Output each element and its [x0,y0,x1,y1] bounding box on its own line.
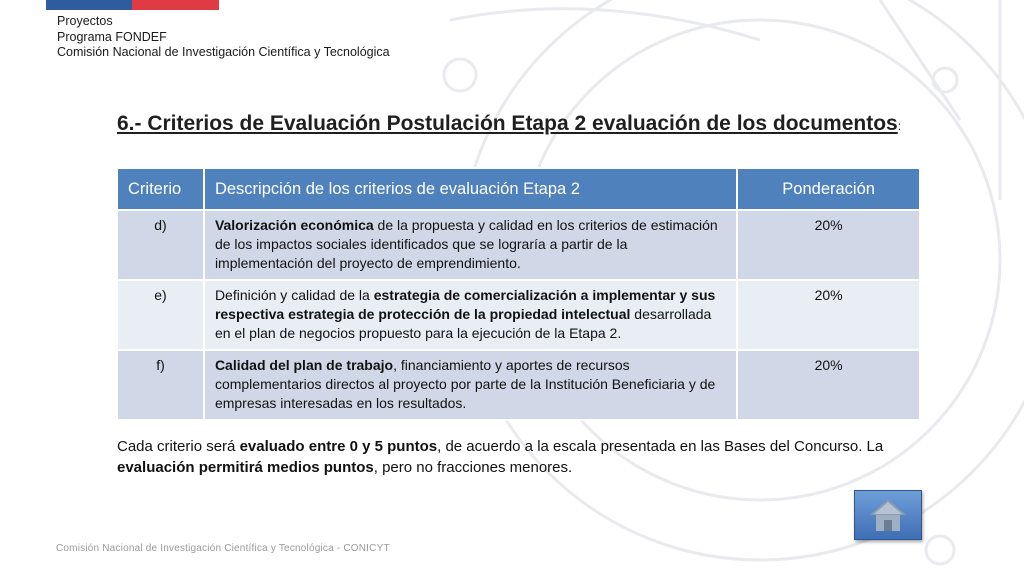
desc-text: desarrollada en el plan de negocios propuesto para la ejecución de la Etapa 2. [214,306,712,341]
page-title [117,112,917,136]
note-text: , pero no fracciones menores. [373,459,573,476]
table-row [117,210,920,280]
flag-red-segment [132,0,219,10]
header-criterio: Criterio [117,168,204,210]
desc-bold: Valorización económica [214,217,374,233]
flag-blue-segment [46,0,132,10]
table-row [117,350,920,420]
footer-text: Comisión Nacional de Investigación Científica y Tecnológica - CONICYT [56,543,390,554]
desc-text: Definición y calidad de la [214,287,374,303]
cell-ponderacion: 20% [737,280,920,350]
evaluation-note [117,436,907,478]
note-text: Cada criterio será [117,438,240,455]
criteria-table [116,167,921,421]
cell-ponderacion: 20% [737,350,920,420]
home-icon [868,496,908,534]
desc-text: de la propuesta y calidad en los criterios de estimación de los impactos sociales identificados que se lograría a partir de la implementación del proyecto de emprendimiento. [214,217,718,271]
home-button[interactable] [854,490,922,540]
note-text: , de acuerdo a la escala presentada en las Bases del Concurso. La [437,438,884,455]
cell-descripcion [204,280,737,350]
note-bold: evaluado entre 0 y 5 puntos [239,438,438,455]
header-line-program: Programa FONDEF [57,29,167,44]
desc-bold: Calidad del plan de trabajo [214,357,394,373]
header-descripcion: Descripción de los criterios de evaluación Etapa 2 [204,168,737,210]
desc-text: , financiamiento y aportes de recursos complementarios directos al proyecto por parte de la Institución Beneficiaria y de empresas interesadas en los resultados. [214,357,716,411]
header-line-commission: Comisión Nacional de Investigación Científica y Tecnológica [57,45,390,59]
table-row [117,280,920,350]
header-text [57,14,390,61]
page-title-text: 6.- Criterios de Evaluación Postulación Etapa 2 evaluación de los documentos [117,112,898,135]
cell-criterio: d) [117,210,204,280]
note-bold: evaluación permitirá medios puntos [117,459,374,476]
cell-criterio: e) [117,280,204,350]
header-flag-bar [46,0,219,10]
cell-descripcion [204,210,737,280]
table-header-row [117,168,920,210]
cell-ponderacion: 20% [737,210,920,280]
desc-bold: estrategia de comercialización a implementar y sus respectiva estrategia de protección de la propiedad intelectual [214,287,716,322]
header-line-projects: Proyectos [57,14,113,28]
cell-descripcion [204,350,737,420]
page-title-colon: : [897,119,902,133]
cell-criterio: f) [117,350,204,420]
header-ponderacion: Ponderación [737,168,920,210]
